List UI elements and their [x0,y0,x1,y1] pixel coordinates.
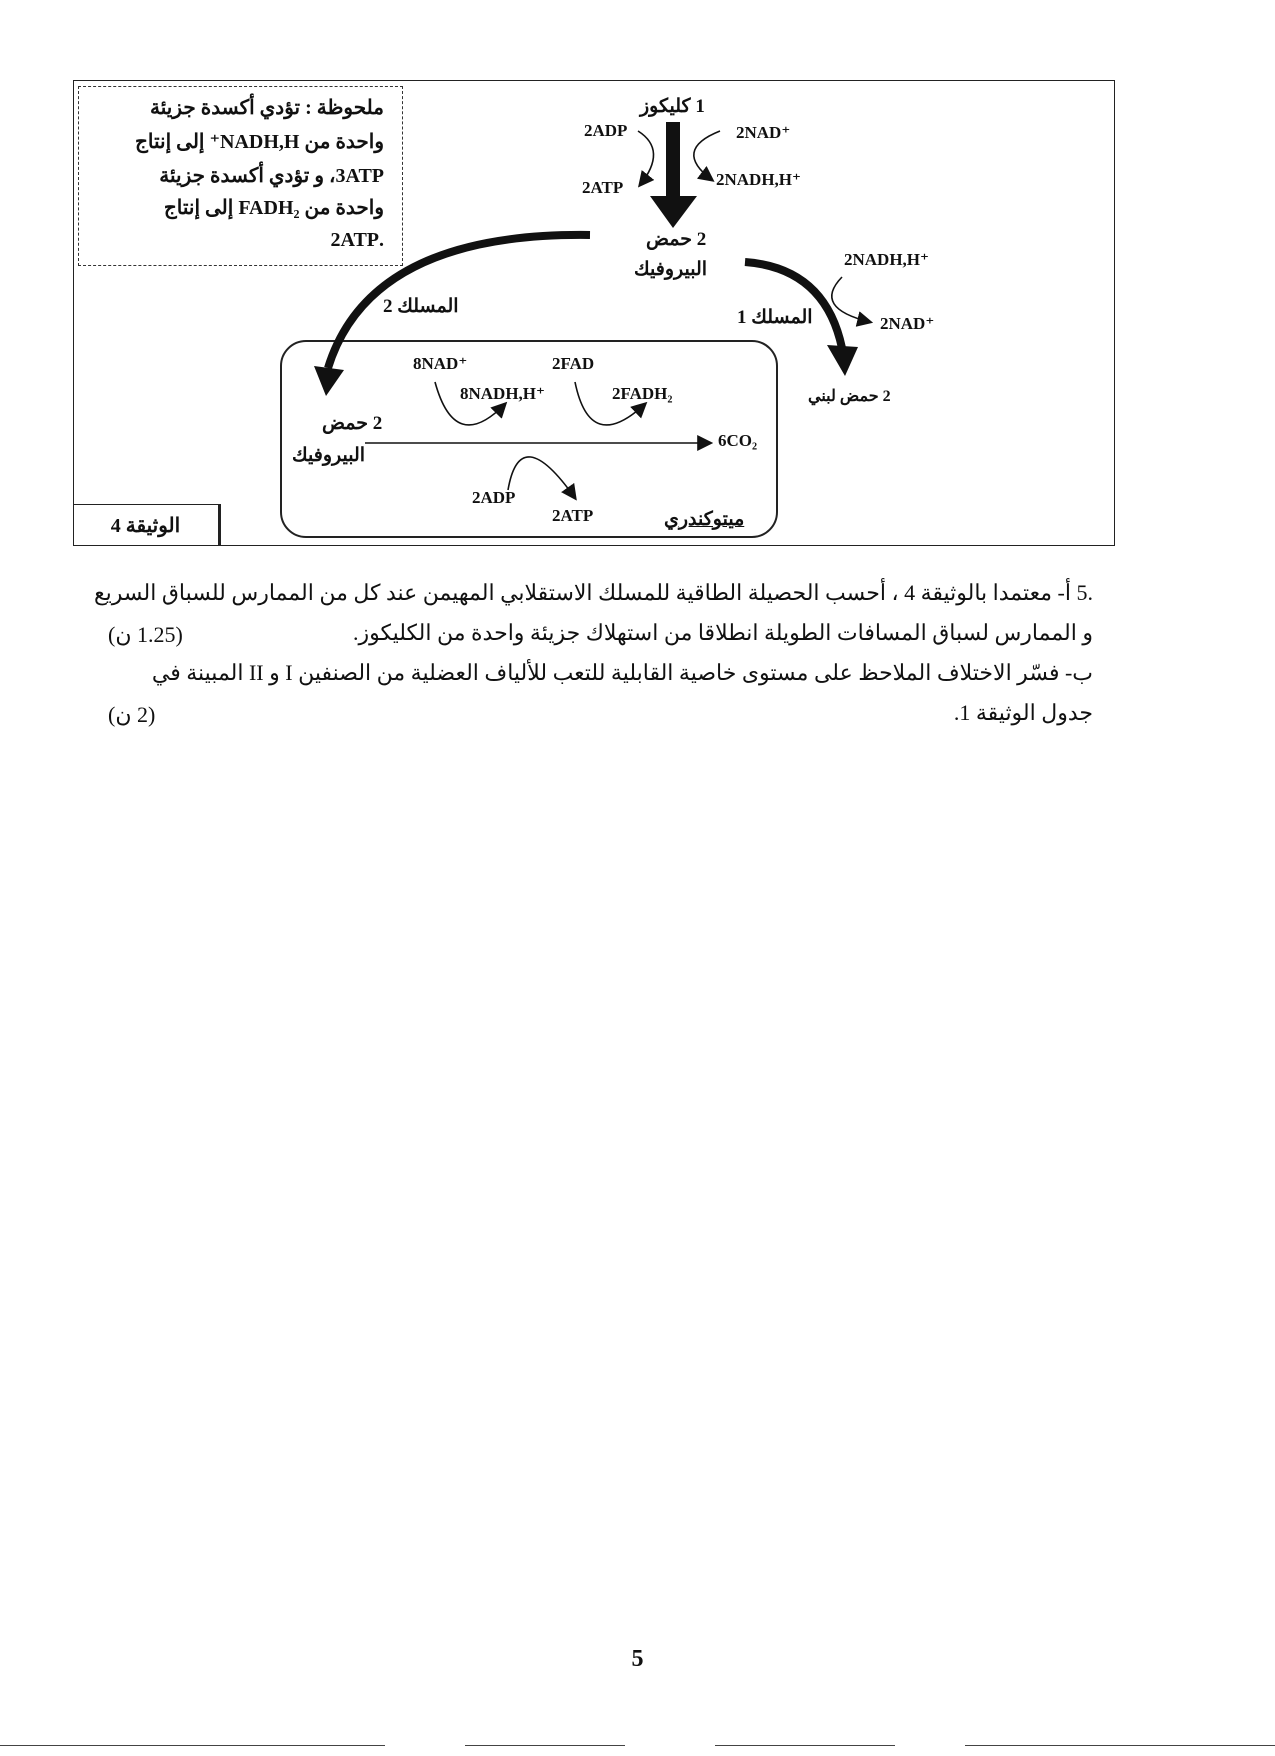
document-label: الوثيقة 4 [73,504,221,546]
pathway-2-label: المسلك 2 [383,296,459,317]
glycolysis-adp-label: 2ADP [584,121,628,140]
question-5b-line1: ب- فسّر الاختلاف الملاحظ على مستوى خاصية القابلية للتعب للألياف العضلية من الصنفين I و II المبينة في [151,660,1093,685]
question-5a-line2: و الممارس لسباق المسافات الطويلة انطلاقا من استهلاك جزيئة واحدة من الكليكوز. [352,620,1093,645]
glycolysis-adp-atp-arrow [638,131,654,185]
pathway-1-nadh-nad-arrow [832,277,870,322]
question-5b-line2: جدول الوثيقة 1. [953,700,1093,725]
krebs-adp-atp-arrow [508,457,575,498]
footer-rule-1 [0,1745,385,1746]
note-line-5: .2ATP [330,229,384,251]
krebs-fad-label: 2FAD [552,354,595,373]
glycolysis-nadh-label: 2NADH,H⁺ [716,170,801,189]
pyruvate-mito-line1: 2 حمض [322,413,383,434]
note-line-3: 3ATP، و تؤدي أكسدة جزيئة [159,165,384,187]
krebs-adp-label: 2ADP [472,488,516,507]
mitochondria-label: ميتوكندري [664,509,745,530]
glucose-label: 1 كليكوز [640,96,705,117]
glycolysis-main-arrow [650,122,697,228]
glycolysis-atp-label: 2ATP [582,178,624,197]
pyruvate-top-line1: 2 حمض [646,229,707,250]
note-line-1: ملحوظة : تؤدي أكسدة جزيئة [150,97,384,119]
question-5b-points: (2 ن) [108,702,156,727]
question-5a-line1: .5 أ- معتمدا بالوثيقة 4 ، أحسب الحصيلة الطاقية للمسلك الاستقلابي المهيمن عند كل من الممارس للسباق السريع [93,580,1093,605]
page-number: 5 [631,1646,644,1672]
pathway-1-nadh-label: 2NADH,H⁺ [844,250,929,269]
glycolysis-nad-label: 2NAD⁺ [736,123,791,142]
note-line-2: واحدة من NADH,H⁺ إلى إنتاج [135,131,384,153]
footer-rule-3 [715,1745,895,1746]
footer-rule-4 [965,1745,1275,1746]
krebs-atp-label: 2ATP [552,506,594,525]
pathway-1-label: المسلك 1 [737,307,813,328]
lactic-acid-label: 2 حمض لبني [808,388,891,405]
krebs-fadh-label: 2FADH₂ [612,384,673,403]
co2-label: 6CO₂ [718,431,758,450]
pathway-1-nad-label: 2NAD⁺ [880,314,935,333]
question-5a-points: (1.25 ن) [108,622,183,647]
pyruvate-mito-line2: البيروفيك [292,445,366,466]
note-line-4: واحدة من FADH₂ إلى إنتاج [163,197,384,219]
footer-rule-2 [465,1745,625,1746]
krebs-nad-label: 8NAD⁺ [413,354,468,373]
pyruvate-top-line2: البيروفيك [634,259,708,280]
krebs-nadh-label: 8NADH,H⁺ [460,384,545,403]
